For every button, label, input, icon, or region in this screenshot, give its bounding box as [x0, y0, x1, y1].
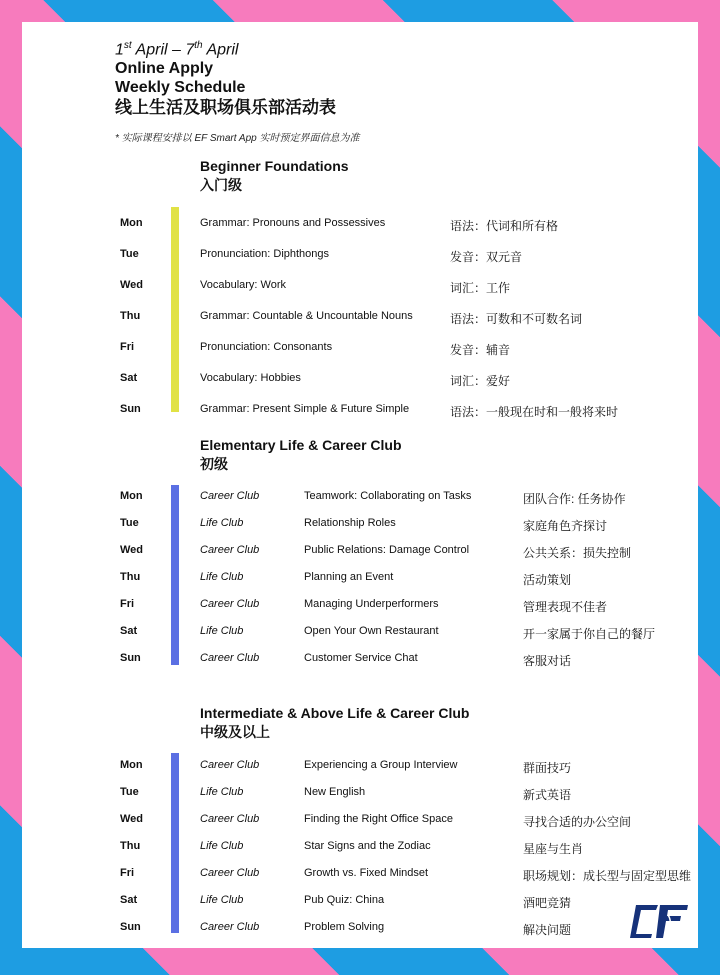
day-label: Sun — [120, 652, 141, 664]
topic: Experiencing a Group Interview — [304, 759, 458, 771]
day-label: Thu — [120, 840, 141, 852]
topic-chinese: 公共关系：损失控制 — [523, 546, 632, 560]
topic-chinese: 解决问题 — [523, 923, 572, 937]
section-title — [200, 157, 349, 195]
header — [115, 40, 359, 144]
topic-chinese: 词汇：爱好 — [450, 374, 511, 388]
date-range — [115, 40, 359, 59]
section-title-cn: 初级 — [200, 456, 228, 472]
section-title-cn: 入门级 — [200, 177, 242, 193]
topic-chinese: 酒吧竞猜 — [523, 896, 572, 910]
club-type: Life Club — [200, 625, 244, 637]
club-type: Career Club — [200, 652, 260, 664]
topic-chinese: 星座与生肖 — [523, 842, 584, 856]
topic-chinese: 职场规划：成长型与固定型思维 — [523, 869, 692, 883]
topic-chinese: 语法：可数和不可数名词 — [450, 312, 583, 326]
topic: Public Relations: Damage Control — [304, 544, 470, 556]
topic-chinese: 开一家属于你自己的餐厅 — [523, 627, 656, 641]
club-type: Life Club — [200, 786, 244, 798]
schedule-panel — [22, 22, 698, 948]
day-label: Tue — [120, 517, 139, 529]
club-type: Life Club — [200, 517, 244, 529]
day-label: Mon — [120, 490, 143, 502]
topic-chinese: 家庭角色齐探讨 — [523, 519, 608, 533]
club-type: Career Club — [200, 867, 260, 879]
topic: Teamwork: Collaborating on Tasks — [304, 490, 472, 502]
day-label: Thu — [120, 571, 141, 583]
section-title-cn: 中级及以上 — [200, 724, 270, 740]
club-type: Career Club — [200, 490, 260, 502]
level-bar — [171, 485, 179, 665]
club-type: Life Club — [200, 840, 244, 852]
day-label: Wed — [120, 544, 144, 556]
topic-chinese: 发音：双元音 — [450, 250, 523, 264]
topic: Planning an Event — [304, 571, 394, 583]
topic: Grammar: Present Simple & Future Simple — [200, 403, 410, 415]
club-type: Career Club — [200, 921, 260, 933]
topic-chinese: 团队合作: 任务协作 — [523, 492, 626, 506]
topic: Relationship Roles — [304, 517, 396, 529]
club-type: Career Club — [200, 813, 260, 825]
title-chinese: 线上生活及职场俱乐部活动表 — [115, 98, 336, 118]
section-title-en: Elementary Life & Career Club — [200, 437, 402, 453]
date-sup: th — [194, 40, 203, 51]
topic: Growth vs. Fixed Mindset — [304, 867, 429, 879]
day-label: Wed — [120, 279, 144, 291]
day-label: Sun — [120, 921, 141, 933]
topic: Grammar: Pronouns and Possessives — [200, 217, 386, 229]
topic-chinese: 语法：一般现在时和一般将来时 — [450, 405, 619, 419]
title-line-2: Weekly Schedule — [115, 79, 246, 97]
day-label: Sat — [120, 894, 138, 906]
topic-chinese: 语法：代词和所有格 — [450, 219, 559, 233]
topic: Pub Quiz: China — [304, 894, 385, 906]
topic: Pronunciation: Diphthongs — [200, 248, 330, 260]
day-label: Fri — [120, 341, 135, 353]
day-label: Sat — [120, 372, 138, 384]
topic: Vocabulary: Hobbies — [200, 372, 301, 384]
day-label: Mon — [120, 217, 143, 229]
topic: New English — [304, 786, 366, 798]
topic: Open Your Own Restaurant — [304, 625, 439, 637]
topic: Vocabulary: Work — [200, 279, 287, 291]
level-bar — [171, 207, 179, 412]
day-label: Fri — [120, 598, 135, 610]
topic-chinese: 群面技巧 — [523, 761, 572, 775]
topic-chinese: 寻找合适的办公空间 — [523, 815, 632, 829]
topic-chinese: 发音：辅音 — [450, 343, 511, 357]
section-title — [200, 436, 402, 474]
level-bar — [171, 753, 179, 933]
day-label: Mon — [120, 759, 143, 771]
topic: Grammar: Countable & Uncountable Nouns — [200, 310, 413, 322]
date-sup: st — [123, 40, 132, 51]
day-label: Sun — [120, 403, 141, 415]
title-line-1: Online Apply — [115, 60, 214, 78]
topic-chinese: 新式英语 — [523, 788, 572, 802]
date-end: April — [206, 41, 239, 59]
topic: Managing Underperformers — [304, 598, 439, 610]
topic-chinese: 客服对话 — [523, 654, 572, 668]
club-type: Career Club — [200, 759, 260, 771]
day-label: Thu — [120, 310, 141, 322]
section-title — [200, 704, 469, 742]
club-type: Life Club — [200, 571, 244, 583]
day-label: Wed — [120, 813, 144, 825]
topic: Problem Solving — [304, 921, 385, 933]
topic-chinese: 活动策划 — [523, 573, 572, 587]
day-label: Tue — [120, 786, 139, 798]
section-title-en: Intermediate & Above Life & Career Club — [200, 705, 470, 721]
topic: Customer Service Chat — [304, 652, 418, 664]
day-label: Tue — [120, 248, 139, 260]
ef-logo — [628, 903, 690, 944]
day-label: Fri — [120, 867, 135, 879]
topic: Finding the Right Office Space — [304, 813, 453, 825]
topic: Star Signs and the Zodiac — [304, 840, 431, 852]
section-title-en: Beginner Foundations — [200, 158, 349, 174]
note: * 实际课程安排以 EF Smart App 实时预定界面信息为准 — [115, 133, 360, 145]
club-type: Career Club — [200, 544, 260, 556]
topic-chinese: 管理表现不佳者 — [523, 600, 608, 614]
topic-chinese: 词汇：工作 — [450, 281, 511, 295]
date-start: 1 — [115, 41, 124, 59]
day-label: Sat — [120, 625, 138, 637]
club-type: Career Club — [200, 598, 260, 610]
topic: Pronunciation: Consonants — [200, 341, 333, 353]
date-mid: April – 7 — [135, 41, 195, 59]
club-type: Life Club — [200, 894, 244, 906]
